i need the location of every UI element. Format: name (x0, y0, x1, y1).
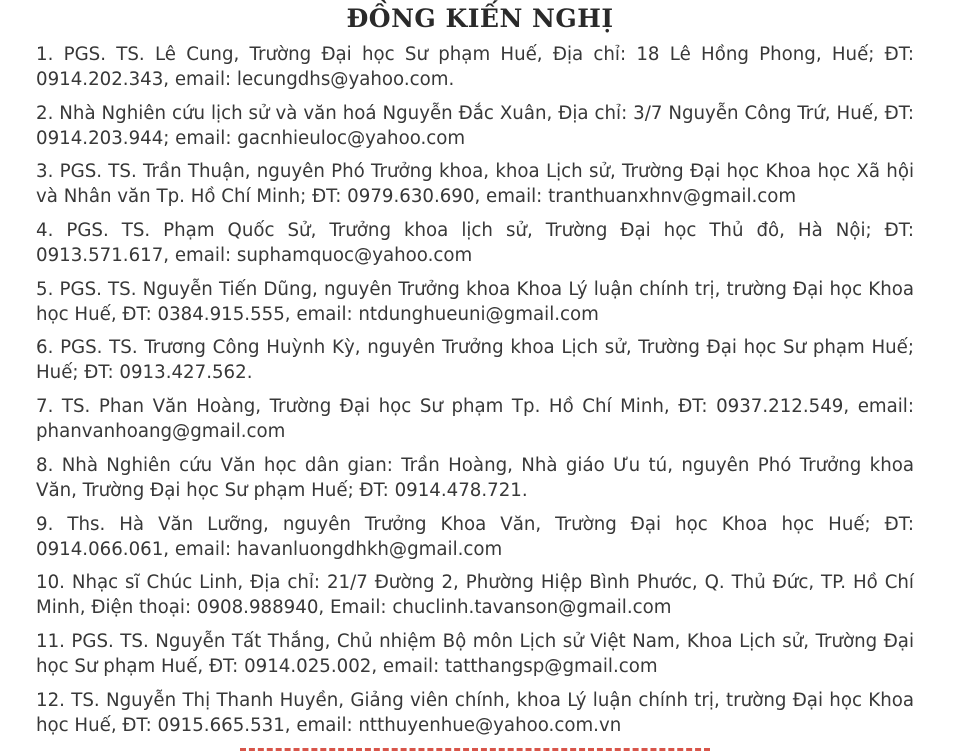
dashed-divider (240, 748, 710, 751)
list-item: 1. PGS. TS. Lê Cung, Trường Đại học Sư phạm Huế, Địa chỉ: 18 Lê Hồng Phong, Huế; ĐT: 0914.202.343, email: lecungdhs@yahoo.com. (36, 44, 914, 90)
page-title: ĐỒNG KIẾN NGHỊ (346, 4, 614, 33)
list-item: 6. PGS. TS. Trương Công Huỳnh Kỳ, nguyên Trưởng khoa Lịch sử, Trường Đại học Sư phạm Huế; Huế; ĐT: 0913.427.562. (36, 337, 914, 384)
list-item: 10. Nhạc sĩ Chúc Linh, Địa chỉ: 21/7 Đường 2, Phường Hiệp Bình Phước, Q. Thủ Đức, TP. Hồ Chí Minh, Điện thoại: 0908.988940, Email: chuclinh.tavanson@gmail.com (36, 572, 914, 619)
list-item: 4. PGS. TS. Phạm Quốc Sử, Trưởng khoa lịch sử, Trường Đại học Thủ đô, Hà Nội; ĐT: 0913.571.617, email: suphamquoc@yahoo.com (36, 220, 914, 267)
list-item: 2. Nhà Nghiên cứu lịch sử và văn hoá Nguyễn Đắc Xuân, Địa chỉ: 3/7 Nguyễn Công Trứ, Huế, ĐT: 0914.203.944; email: gacnhieuloc@yahoo.com (36, 102, 914, 149)
list-item: 11. PGS. TS. Nguyễn Tất Thắng, Chủ nhiệm Bộ môn Lịch sử Việt Nam, Khoa Lịch sử, Trường Đại học Sư phạm Huế, ĐT: 0914.025.002, email: tatthangsp@gmail.com (36, 630, 914, 677)
list-item: 9. Ths. Hà Văn Lưỡng, nguyên Trưởng Khoa Văn, Trường Đại học Khoa học Huế; ĐT: 0914.066.061, email: havanluongdhkh@gmail.com (36, 513, 914, 560)
list-item: 3. PGS. TS. Trần Thuận, nguyên Phó Trưởng khoa, khoa Lịch sử, Trường Đại học Khoa học Xã hội và Nhân văn Tp. Hồ Chí Minh; ĐT: 0979.630.690, email: tranthuanxhnv@gmail.com (36, 161, 914, 208)
list-item: 8. Nhà Nghiên cứu Văn học dân gian: Trần Hoàng, Nhà giáo Ưu tú, nguyên Phó Trưởng khoa Văn, Trường Đại học Sư phạm Huế; ĐT: 0914.478.721. (36, 454, 914, 501)
signatory-list (36, 42, 914, 746)
list-item: 7. TS. Phan Văn Hoàng, Trường Đại học Sư phạm Tp. Hồ Chí Minh, ĐT: 0937.212.549, email: phanvanhoang@gmail.com (36, 396, 914, 443)
list-item: 5. PGS. TS. Nguyễn Tiến Dũng, nguyên Trưởng khoa Khoa Lý luận chính trị, trường Đại học Khoa học Huế, ĐT: 0384.915.555, email: ntdunghueuni@gmail.com (36, 278, 914, 325)
list-item: 12. TS. Nguyễn Thị Thanh Huyền, Giảng viên chính, khoa Lý luận chính trị, trường Đại học Khoa học Huế, ĐT: 0915.665.531, email: ntthuyenhue@yahoo.com.vn (36, 689, 914, 736)
